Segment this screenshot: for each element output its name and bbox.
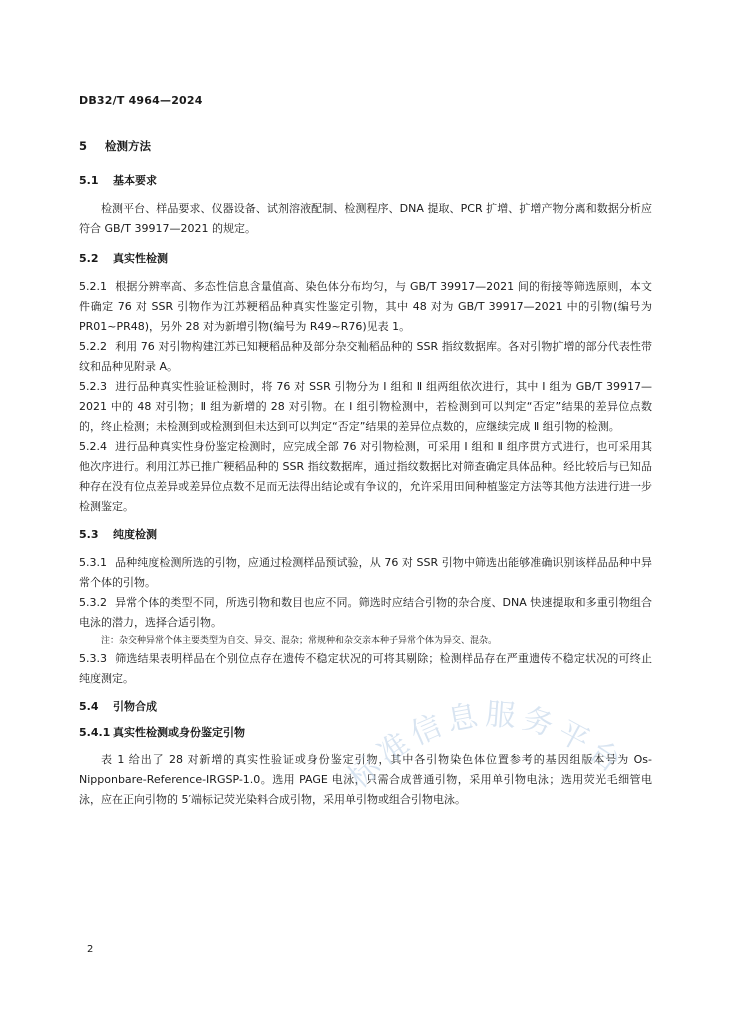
clause-number: 5.3.2: [79, 596, 107, 609]
page-number: 2: [87, 944, 94, 955]
clause-number: 5.2.4: [79, 440, 107, 453]
section-5-2-heading: [79, 251, 652, 267]
section-5-heading: [79, 138, 652, 154]
section-title: 纯度检测: [113, 528, 157, 541]
clause-text: 进行品种真实性身份鉴定检测时，应完成全部 76 对引物检测，可采用 Ⅰ 组和 Ⅱ 组序贯方式进行，也可采用其他次序进行。利用江苏已推广粳稻品种的 SSR 指纹数据库，通过指纹数据比对筛查确定具体品种。经比较后与已知品种存在没有位点差异或差异位点数不足而无法得出结论或有争议的，允许采用田间种植鉴定方法等其他方法进行进一步检测鉴定。: [79, 440, 652, 513]
clause-5-2-1: [79, 277, 652, 337]
clause-text: 利用 76 对引物构建江苏已知粳稻品种及部分杂交籼稻品种的 SSR 指纹数据库。各对引物扩增的部分代表性带纹和品种见附录 A。: [79, 340, 652, 373]
section-title: 真实性检测: [113, 252, 168, 265]
section-title: 基本要求: [113, 174, 157, 187]
clause-5-3-3: [79, 649, 652, 689]
clause-number: 5.2.2: [79, 340, 107, 353]
section-5-4-1-heading: [79, 725, 652, 741]
note: 注：杂交种异常个体主要类型为自交、异交、混杂；常规种和杂交亲本种子异常个体为异交、混杂。: [101, 636, 498, 646]
section-number: 5.4: [79, 700, 99, 713]
clause-number: 5.3.3: [79, 652, 107, 665]
svg-text:标准信息服务平台: 标准信息服务平台: [341, 697, 632, 796]
section-number: 5.1: [79, 174, 99, 187]
clause-number: 5.2.3: [79, 380, 107, 393]
clause-text: 品种纯度检测所选的引物，应通过检测样品预试验，从 76 对 SSR 引物中筛选出能够准确识别该样品品种中异常个体的引物。: [79, 556, 652, 589]
clause-5-3-1: [79, 553, 652, 593]
clause-text: 进行品种真实性验证检测时，将 76 对 SSR 引物分为 Ⅰ 组和 Ⅱ 组两组依次进行，其中 Ⅰ 组为 GB/T 39917—2021 中的 48 对引物；Ⅱ 组为新增的 28 对引物。在 Ⅰ 组引物检测中，若检测到可以判定“否定”结果的差异位点数的，终止检测；未检测到或检测到但未达到可以判定“否定”结果的差异位点数的，应继续完成 Ⅱ 组引物的检测。: [79, 380, 652, 433]
section-number: 5.3: [79, 528, 99, 541]
clause-number: 5.2.1: [79, 280, 107, 293]
section-5-4-1-text: 表 1 给出了 28 对新增的真实性验证或身份鉴定引物，其中各引物染色体位置参考的基因组版本号为 Os-Nipponbare-Reference-IRGSP-1.0。选用 PAGE 电泳，只需合成普通引物，采用单引物电泳；选用荧光毛细管电泳，应在正向引物的 5′端标记荧光染料合成引物，采用单引物或组合引物电泳。: [79, 753, 652, 806]
section-number: 5: [79, 139, 88, 153]
clause-text: 异常个体的类型不同，所选引物和数目也应不同。筛选时应结合引物的杂合度、DNA 快速提取和多重引物组合电泳的潜力，选择合适引物。: [79, 596, 652, 629]
section-5-1-heading: [79, 173, 652, 189]
section-5-4-heading: [79, 699, 652, 715]
section-title: 真实性检测或身份鉴定引物: [113, 726, 245, 739]
clause-text: 根据分辨率高、多态性信息含量值高、染色体分布均匀，与 GB/T 39917—2021 间的衔接等筛选原则，本文件确定 76 对 SSR 引物作为江苏粳稻品种真实性鉴定引物，其中 48 对为 GB/T 39917—2021 中的引物(编号为 PR01~PR48)，另外 28 对为新增引物(编号为 R49~R76)见表 1。: [79, 280, 652, 333]
document-code: DB32/T 4964—2024: [79, 94, 203, 107]
clause-5-2-3: [79, 377, 652, 437]
document-body: [79, 138, 652, 822]
clause-5-2-4: [79, 437, 652, 517]
section-5-1-text: 检测平台、样品要求、仪器设备、试剂溶液配制、检测程序、DNA 提取、PCR 扩增、扩增产物分离和数据分析应符合 GB/T 39917—2021 的规定。: [79, 202, 652, 235]
clause-5-3-2: [79, 593, 652, 633]
clause-text: 筛选结果表明样品在个别位点存在遗传不稳定状况的可将其剔除；检测样品存在严重遗传不稳定状况的可终止纯度测定。: [79, 652, 652, 685]
section-number: 5.4.1: [79, 726, 111, 739]
clause-number: 5.3.1: [79, 556, 107, 569]
section-title: 检测方法: [105, 139, 151, 153]
section-title: 引物合成: [113, 700, 157, 713]
clause-5-2-2: [79, 337, 652, 377]
section-number: 5.2: [79, 252, 99, 265]
section-5-3-heading: [79, 527, 652, 543]
